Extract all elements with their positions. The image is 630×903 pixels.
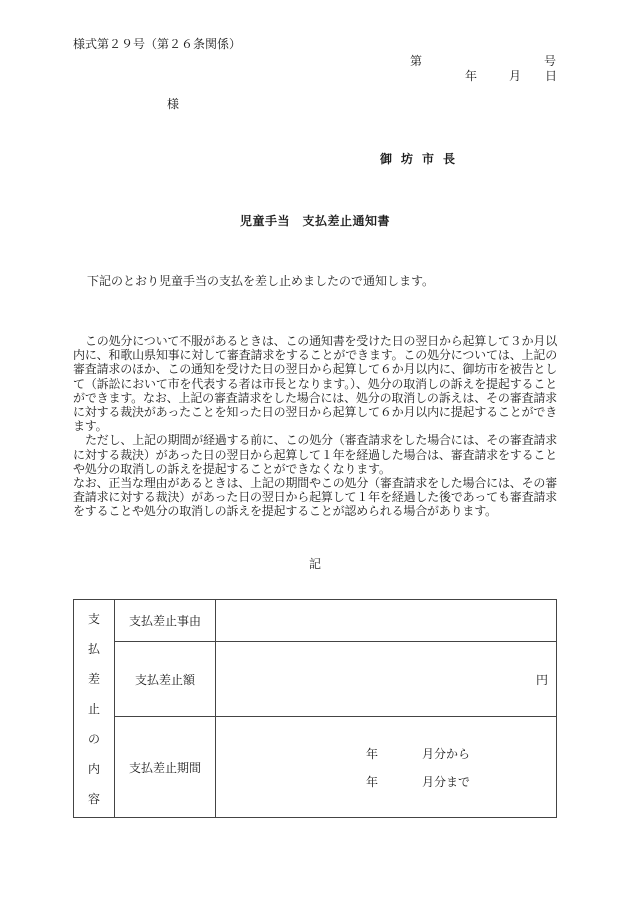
document-number-suffix: 号 <box>544 54 557 68</box>
amount-value-field[interactable] <box>216 642 557 717</box>
period-to-month: 月分まで <box>422 775 471 789</box>
section-label-char: 払 <box>87 641 100 656</box>
period-from-year: 年 <box>366 747 379 761</box>
period-to-year: 年 <box>366 775 379 789</box>
yen-unit: 円 <box>535 672 548 687</box>
appeal-notice <box>73 334 557 519</box>
addressee-suffix: 様 <box>167 97 180 111</box>
section-label-char: 容 <box>87 791 100 806</box>
form-number: 様式第２９号（第２６条関係） <box>73 37 242 51</box>
section-label-char: の <box>87 731 100 746</box>
period-from-month: 月分から <box>422 747 471 761</box>
notice-paragraph-2: ただし、上記の期間が経過する前に、この処分（審査請求をした場合には、その審査請求に対する裁決）があった日の翌日から起算して１年を経過した場合は、審査請求をすることや処分の取消しの訴えを提起することができなくなります。 <box>73 433 558 476</box>
document-number-prefix: 第 <box>410 54 423 68</box>
intro-text: 下記のとおり児童手当の支払を差し止めましたので通知します。 <box>87 274 435 288</box>
ki-heading: 記 <box>308 557 321 571</box>
section-label-char: 差 <box>87 671 100 686</box>
amount-label: 支払差止額 <box>115 642 216 717</box>
period-to <box>216 767 556 795</box>
document-title: 児童手当 支払差止通知書 <box>239 214 390 228</box>
section-label-char: 支 <box>87 611 100 626</box>
notice-paragraph-3: なお、正当な理由があるときは、上記の期間やこの処分（審査請求をした場合には、その審査請求に対する裁決）があった日の翌日から起算して１年を経過した後であっても審査請求をすることや処分の取消しの訴えを提起することが認められる場合があります。 <box>73 476 557 519</box>
period-label: 支払差止期間 <box>115 717 216 818</box>
sender-mayor: 御坊市長 <box>380 152 465 166</box>
section-label-char: 内 <box>87 761 100 776</box>
details-table <box>73 599 557 818</box>
notice-paragraph-1: この処分について不服があるときは、この通知書を受けた日の翌日から起算して３か月以内に、和歌山県知事に対して審査請求をすることができます。この処分については、上記の審査請求のほか、この通知を受けた日の翌日から起算して６か月以内に、御坊市を被告として（訴訟において市を代表する者は市長となります。）、処分の取消しの訴えを提起することができます。なお、上記の審査請求をした場合には、処分の取消しの訴えは、その審査請求に対する裁決があったことを知った日の翌日から起算して６か月以内に提起することができます。 <box>73 334 557 434</box>
date-month-label: 月 <box>509 69 522 83</box>
period-value-field[interactable] <box>216 717 557 818</box>
section-label-char: 止 <box>87 701 100 716</box>
reason-label: 支払差止事由 <box>115 600 216 642</box>
section-label <box>74 600 115 818</box>
date-day-label: 日 <box>545 69 558 83</box>
period-from <box>216 739 556 767</box>
reason-value-field[interactable] <box>216 600 557 642</box>
date-year-label: 年 <box>465 69 478 83</box>
